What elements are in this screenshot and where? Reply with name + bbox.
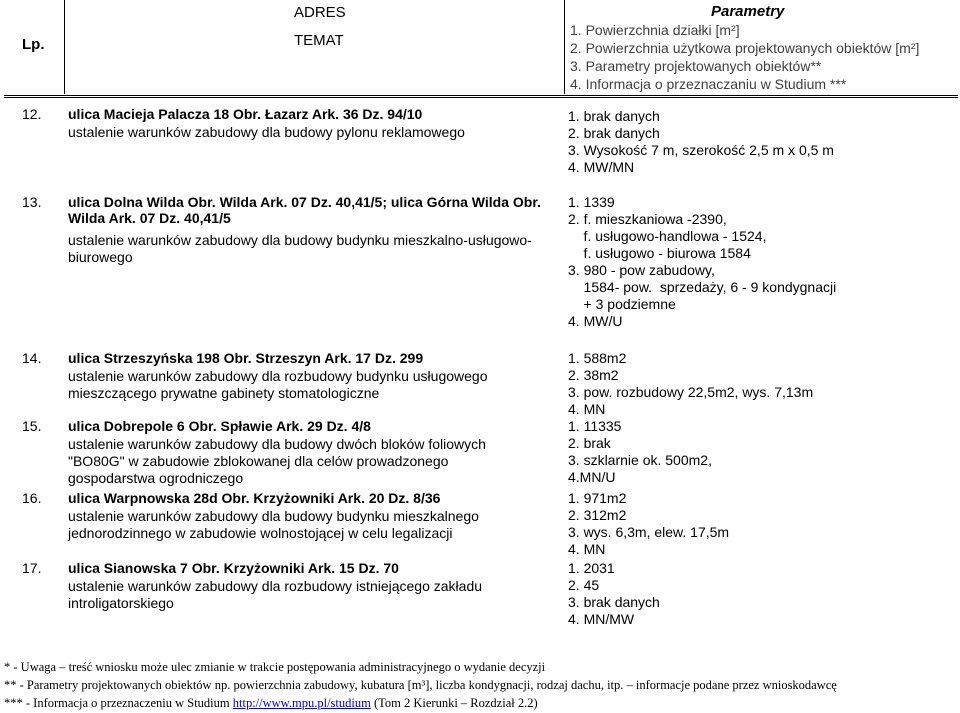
row-number: 12.: [22, 106, 42, 122]
param-line: 4. MN: [568, 401, 606, 417]
param-line: f. usługowo - biurowa 1584: [568, 245, 751, 261]
footnote-3-suffix: (Tom 2 Kierunki – Rozdział 2.2): [370, 696, 538, 710]
param-line: 3. 980 - pow zabudowy,: [568, 262, 715, 278]
param-line: 2. brak: [568, 435, 611, 451]
footnotes: [4, 658, 958, 712]
row-address: ulica Dobrepole 6 Obr. Spławie Ark. 29 Dz. 4/8: [68, 418, 371, 434]
header-divider-left: [64, 0, 65, 94]
row-description: ustalenie warunków zabudowy dla budowy pylonu reklamowego: [68, 124, 465, 140]
row-address: ulica Strzeszyńska 198 Obr. Strzeszyn Ark. 17 Dz. 299: [68, 350, 424, 366]
param-line: + 3 podziemne: [568, 296, 676, 312]
row-params: [568, 194, 958, 330]
footnote-1: * - Uwaga – treść wniosku może ulec zmianie w trakcie postępowania administracyjnego o wydanie decyzji: [4, 660, 546, 674]
param-line: 4.MN/U: [568, 469, 616, 485]
param-line: 1. 588m2: [568, 350, 627, 366]
param-line: 1. 1339: [568, 194, 615, 210]
param-line: 1. 11335: [568, 418, 622, 434]
param-line: 3. Wysokość 7 m, szerokość 2,5 m x 0,5 m: [568, 142, 834, 158]
param-line: 4. MW/U: [568, 313, 623, 329]
param-line: 2. 38m2: [568, 367, 619, 383]
param-line: 4. MW/MN: [568, 159, 635, 175]
row-params: [568, 560, 958, 628]
param-line: 1. brak danych: [568, 108, 660, 124]
row-description: ustalenie warunków zabudowy dla budowy budynku mieszkalno-usługowo-biurowego: [68, 232, 532, 265]
param-line: 3. pow. rozbudowy 22,5m2, wys. 7,13m: [568, 384, 814, 400]
row-number: 17.: [22, 560, 42, 576]
footnote-2: ** - Parametry projektowanych obiektów np. powierzchnia zabudowy, kubatura [m³], liczba kondygnacji, rodzaj dachu, itp. – informacje podane przez wnioskodawcę: [4, 678, 837, 692]
param-line: 2. 312m2: [568, 507, 627, 523]
header-divider-right: [564, 0, 565, 94]
param-legend-4: 4. Informacja o przeznaczaniu w Studium ***: [570, 76, 847, 92]
table-header: [4, 0, 956, 94]
row-params: [568, 490, 958, 558]
adres-header: ADRES: [294, 4, 346, 21]
row-number: 15.: [22, 418, 42, 434]
row-description: ustalenie warunków zabudowy dla rozbudowy budynku usługowego mieszczącego prywatne gabinety stomatologiczne: [68, 368, 488, 401]
row-params: [568, 350, 958, 418]
param-line: 1. 971m2: [568, 490, 627, 506]
param-line: 3. wys. 6,3m, elew. 17,5m: [568, 524, 730, 540]
lp-header: Lp.: [22, 36, 45, 53]
row-description: ustalenie warunków zabudowy dla rozbudowy istniejącego zakładu introligatorskiego: [68, 578, 483, 611]
param-line: 3. szklarnie ok. 500m2,: [568, 452, 712, 468]
param-line: 4. MN: [568, 541, 606, 557]
row-number: 13.: [22, 194, 42, 210]
row-params: [568, 108, 958, 176]
footnote-3: [4, 694, 958, 712]
temat-header: TEMAT: [294, 32, 344, 49]
param-line: 4. MN/MW: [568, 611, 635, 627]
footnote-3-prefix: *** - Informacja o przeznaczeniu w Studium: [4, 696, 233, 710]
row-description: ustalenie warunków zabudowy dla budowy dwóch bloków foliowych "BO80G" w zabudowie zblokowanej dla celów prowadzonego gospodarstwa ogrodniczego: [68, 436, 486, 486]
row-address: ulica Dolna Wilda Obr. Wilda Ark. 07 Dz. 40,41/5; ulica Górna Wilda Obr. Wilda Ark. 07 Dz. 40,41/5: [68, 194, 541, 226]
param-line: 1584- pow. sprzedaży, 6 - 9 kondygnacji: [568, 279, 837, 295]
param-line: 2. 45: [568, 577, 600, 593]
param-line: 3. brak danych: [568, 594, 660, 610]
param-line: f. usługowo-handlowa - 1524,: [568, 228, 767, 244]
param-line: 2. brak danych: [568, 125, 660, 141]
row-number: 16.: [22, 490, 42, 506]
param-line: 1. 2031: [568, 560, 615, 576]
header-rule: [4, 95, 958, 98]
row-address: ulica Warpnowska 28d Obr. Krzyżowniki Ark. 20 Dz. 8/36: [68, 490, 441, 506]
row-address: ulica Sianowska 7 Obr. Krzyżowniki Ark. 15 Dz. 70: [68, 560, 399, 576]
studium-link[interactable]: http://www.mpu.pl/studium: [232, 696, 371, 710]
param-legend-3: 3. Parametry projektowanych obiektów**: [570, 58, 822, 74]
row-description: ustalenie warunków zabudowy dla budowy budynku mieszkalnego jednorodzinnego w zabudowie wolnostojącej w celu legalizacji: [68, 508, 479, 541]
param-line: 2. f. mieszkaniowa -2390,: [568, 211, 727, 227]
row-params: [568, 418, 958, 486]
row-address: ulica Macieja Palacza 18 Obr. Łazarz Ark. 36 Dz. 94/10: [68, 106, 423, 122]
param-legend-1: 1. Powierzchnia działki [m²]: [570, 22, 740, 38]
param-legend-2: 2. Powierzchnia użytkowa projektowanych obiektów [m²]: [570, 40, 920, 56]
parametry-header: Parametry: [711, 3, 785, 20]
parametry-legend: [570, 21, 919, 93]
row-number: 14.: [22, 350, 42, 366]
